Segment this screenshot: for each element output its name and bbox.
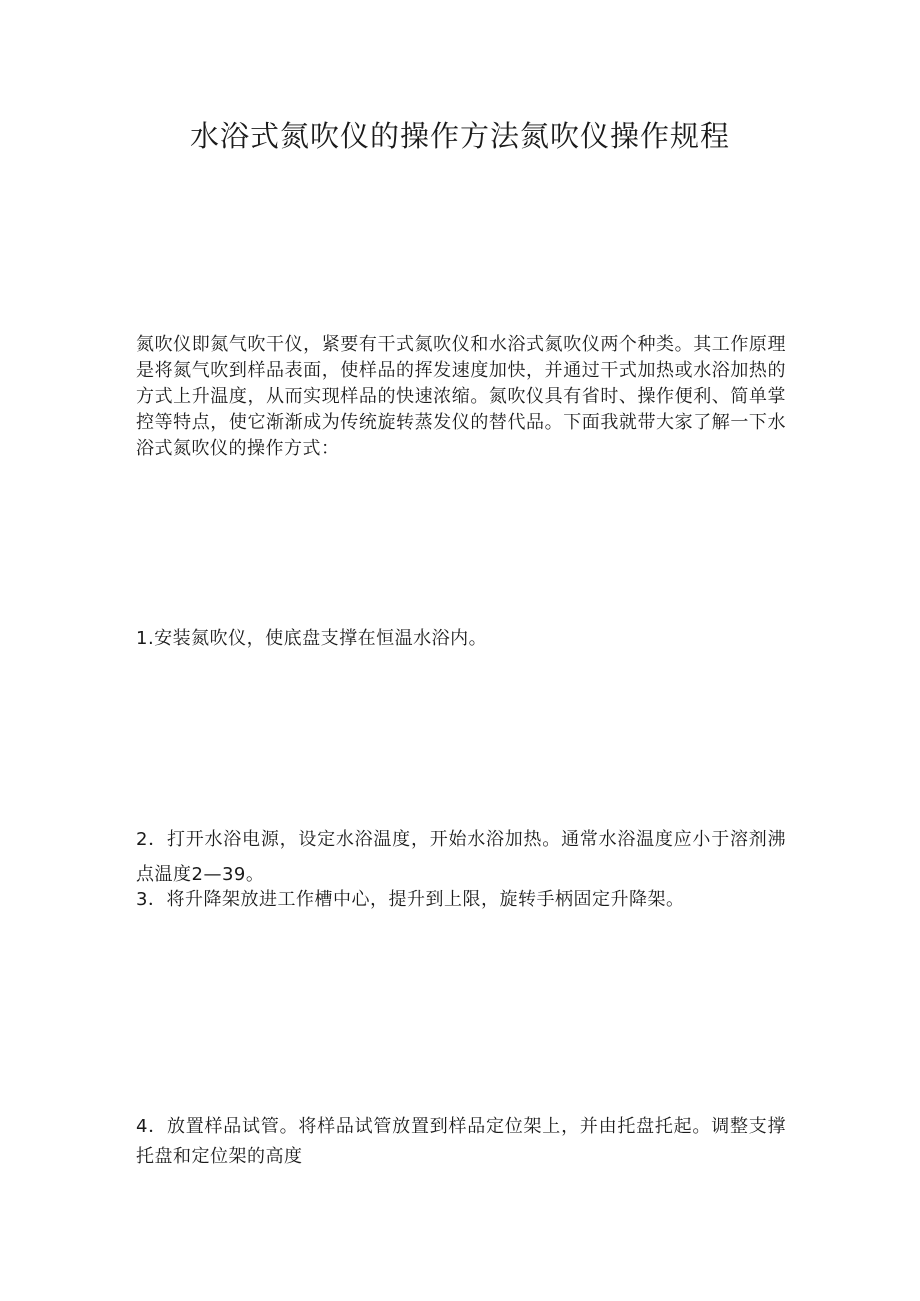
step-4-paragraph: 4．放置样品试管。将样品试管放置到样品定位架上，并由托盘托起。调整支撑托盘和定位架的高度 [136, 1116, 786, 1167]
document-title: 水浴式氮吹仪的操作方法氮吹仪操作规程 [189, 119, 730, 153]
step-2-paragraph: 2．打开水浴电源，设定水浴温度，开始水浴加热。通常水浴温度应小于溶剂沸点温度2—39。 [136, 829, 786, 885]
step-1-paragraph: 1.安装氮吹仪，使底盘支撑在恒温水浴内。 [136, 628, 488, 649]
intro-paragraph: 氮吹仪即氮气吹干仪，紧要有干式氮吹仪和水浴式氮吹仪两个种类。其工作原理是将氮气吹到样品表面，使样品的挥发速度加快，并通过干式加热或水浴加热的方式上升温度，从而实现样品的快速浓缩。氮吹仪具有省时、操作便利、简单掌控等特点，使它渐渐成为传统旋转蒸发仪的替代品。下面我就带大家了解一下水浴式氮吹仪的操作方式： [136, 334, 786, 459]
step-3-paragraph: 3．将升降架放进工作槽中心，提升到上限，旋转手柄固定升降架。 [136, 889, 685, 910]
